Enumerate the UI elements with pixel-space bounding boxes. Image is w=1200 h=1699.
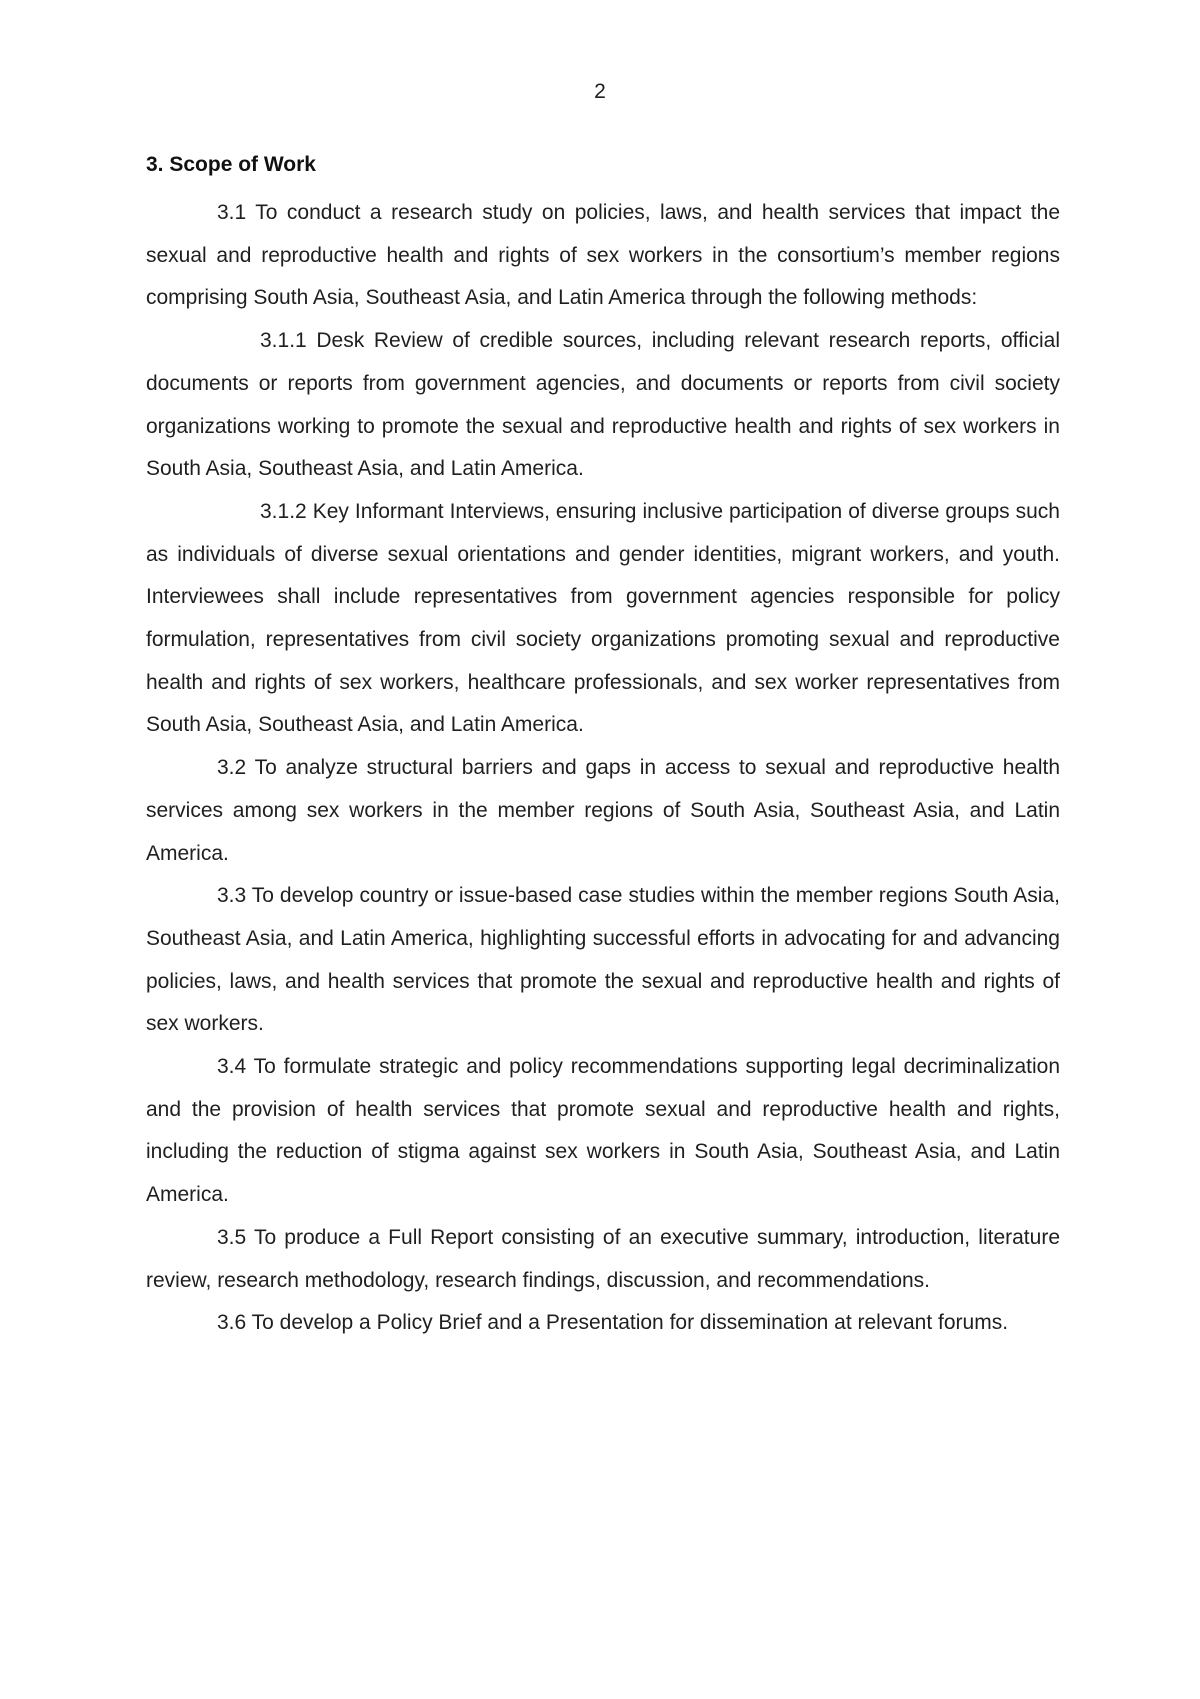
item-3-1-1: 3.1.1 Desk Review of credible sources, including relevant research reports, official documents or reports from government agencies, and documents or reports from civil society organizations working to promote the sexual and reproductive health and rights of sex workers in South Asia, Southeast Asia, and Latin America. xyxy=(146,329,1060,481)
item-3-5: 3.5 To produce a Full Report consisting of an executive summary, introduction, literature review, research methodology, research findings, discussion, and recommendations. xyxy=(146,1225,1060,1292)
page-number: 2 xyxy=(594,80,606,103)
item-3-6: 3.6 To develop a Policy Brief and a Presentation for dissemination at relevant forums. xyxy=(217,1311,1009,1335)
item-3-2: 3.2 To analyze structural barriers and gaps in access to sexual and reproductive health services among sex workers in the member regions of South Asia, Southeast Asia, and Latin America. xyxy=(146,756,1060,865)
scope-of-work-section xyxy=(146,150,1060,1345)
item-3-3: 3.3 To develop country or issue-based case studies within the member regions South Asia, Southeast Asia, and Latin America, highlighting successful efforts in advocating for and advancing policies, laws, and health services that promote the sexual and reproductive health and rights of sex workers. xyxy=(146,884,1060,1036)
item-3-4: 3.4 To formulate strategic and policy recommendations supporting legal decriminalization and the provision of health services that promote sexual and reproductive health and rights, including the reduction of stigma against sex workers in South Asia, Southeast Asia, and Latin America. xyxy=(146,1055,1060,1207)
item-3-1: 3.1 To conduct a research study on policies, laws, and health services that impact the sexual and reproductive health and rights of sex workers in the consortium’s member regions comprising South Asia, Southeast Asia, and Latin America through the following methods: xyxy=(146,201,1060,310)
section-heading: 3. Scope of Work xyxy=(146,153,316,176)
item-3-1-2: 3.1.2 Key Informant Interviews, ensuring inclusive participation of diverse groups such as individuals of diverse sexual orientations and gender identities, migrant workers, and youth. Interviewees shall include representatives from government agencies responsible for policy formulation, representatives from civil society organizations promoting sexual and reproductive health and rights of sex workers, healthcare professionals, and sex worker representatives from South Asia, Southeast Asia, and Latin America. xyxy=(146,499,1060,737)
